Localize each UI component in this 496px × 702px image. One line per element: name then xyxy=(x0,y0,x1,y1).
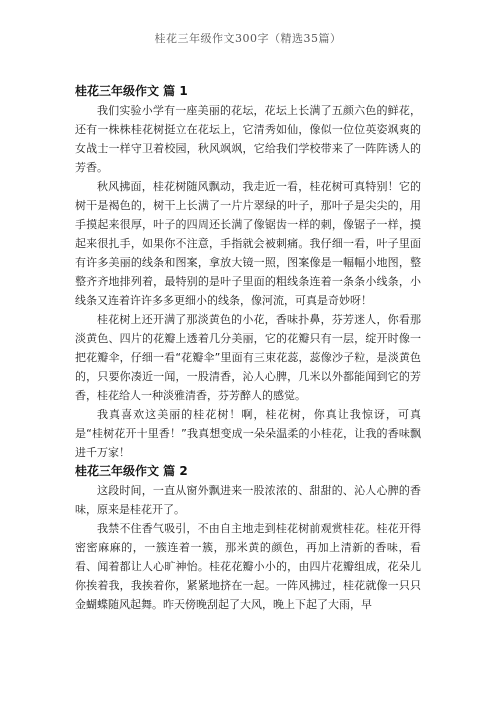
paragraph: 我禁不住香气吸引，不由自主地走到桂花树前观赏桂花。桂花开得密密麻麻的，一簇连着一簇，那米黄的颜色，再加上清新的香味，看看、闻着都让人心旷神怡。桂花花瓣小小的，由四片花瓣组成，花朵儿你挨着我，我挨着你，紧紧地挤在一起。一阵风拂过，桂花就像一只只金蝴蝶随风起舞。昨天傍晚刮起了大风，晚上下起了大雨，早 xyxy=(75,522,421,611)
document-title: 桂花三年级作文300字（精选35篇） xyxy=(154,32,342,45)
document-body xyxy=(75,82,421,614)
paragraph: 秋风拂面，桂花树随风飘动，我走近一看，桂花树可真特别！它的树干是褐色的，树干上长满了一片片翠绿的叶子，那叶子是尖尖的，用手摸起来很厚，叶子的四周还长满了像锯齿一样的刺，像锯子一样，摸起来很扎手，如果你不注意，手指就会被刺痛。我仔细一看，叶子里面有许多美丽的线条和图案，拿放大镜一照，图案像是一幅幅小地图，整整齐齐地排列着，最特别的是叶子里面的粗线条连着一条条小线条，小线条又连着许许多多更细小的线条，像河流，可真是奇妙呀！ xyxy=(75,180,421,307)
paragraph: 桂花树上还开满了那淡黄色的小花，香味扑鼻，芬芳迷人，你看那淡黄色、四片的花瓣上透着几分美丽，它的花瓣只有一层，绽开时像一把花瓣伞，仔细一看“花瓣伞”里面有三束花蕊，蕊像沙子粒，是淡黄色的，只要你凑近一闻，一股清香，沁人心脾，几米以外都能闻到它的芳香，桂花给人一种淡雅清香，芬芳醉人的感觉。 xyxy=(75,313,421,402)
paragraph: 我们实验小学有一座美丽的花坛，花坛上长满了五颜六色的鲜花，还有一株株桂花树挺立在花坛上，它清秀如仙，像似一位位英姿飒爽的女战士一样守卫着校园，秋风飒飒，它给我们学校带来了一阵阵诱人的芳香。 xyxy=(75,104,421,174)
paragraph: 我真喜欢这美丽的桂花树！啊，桂花树，你真让我惊讶，可真是“桂树花开十里香！”我真想变成一朵朵温柔的小桂花，让我的香味飘进千万家！ xyxy=(75,408,421,459)
section-heading: 桂花三年级作文 篇 1 xyxy=(75,84,188,98)
essay-section-2 xyxy=(75,462,421,614)
paragraph: 这段时间，一直从窗外飘进来一股浓浓的、甜甜的、沁人心脾的香味，原来是桂花开了。 xyxy=(75,484,421,516)
essay-section-1 xyxy=(75,82,421,462)
section-heading: 桂花三年级作文 篇 2 xyxy=(75,464,188,478)
